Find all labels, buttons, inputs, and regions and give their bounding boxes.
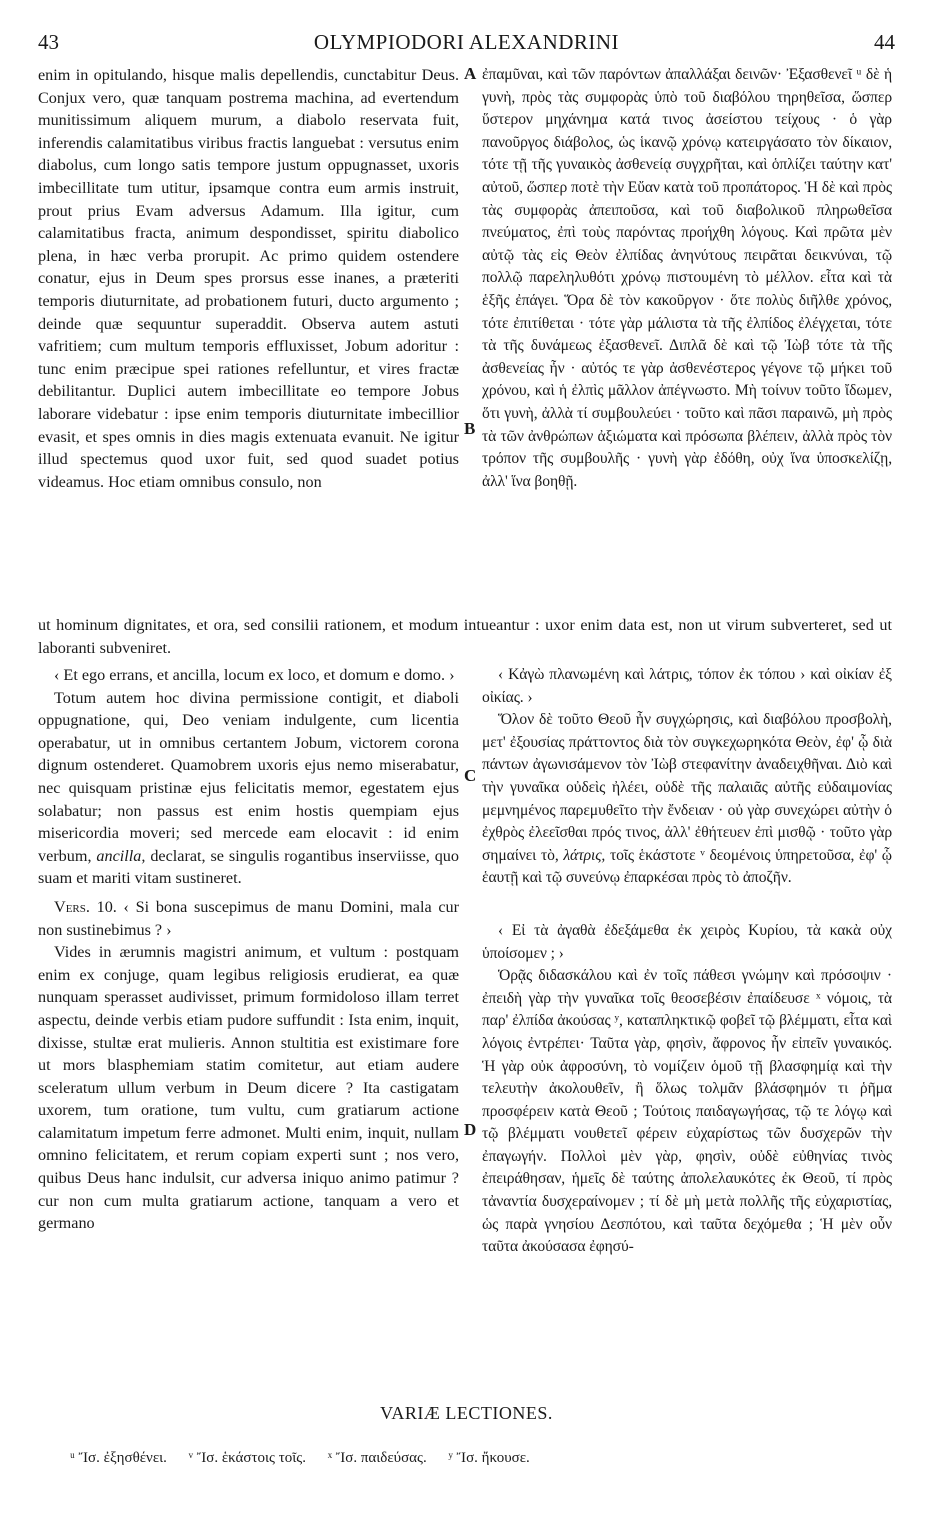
greek-italic-word: λάτρις, — [563, 846, 606, 864]
latin-verse — [38, 896, 459, 941]
full-width-text: ut hominum dignitates, et ora, sed consilii rationem, et modum intueantur : uxor enim data est, non ut virum subverteret, sed ut laboranti subveniret. — [38, 616, 892, 657]
variae-lectiones-list — [70, 1450, 870, 1467]
greek-paragraph-1: ἐπαμῦναι, καὶ τῶν παρόντων ἀπαλλάξαι δεινῶν· Ἐξασθενεῖ ᵘ δὲ ἡ γυνὴ, πρὸς τὰς συμφορὰς ὑπὸ τοῦ διαβόλου τηρηθεῖσα, ὥσπερ ὕστερον μηχάνημα κατά τινος ἀσείστου τείχους · ὁ γὰρ πανοῦργος διάβολος, ὡς ἱκανῷ χρόνῳ κατειργάσατο τὸν δίκαιον, τότε τῇ τῆς γυναικὸς ἀσθενείᾳ συγχρῆται, καὶ ὁπλίζει ταύτην κατ' αὐτοῦ, ὥσπερ ποτὲ τὴν Εὔαν κατὰ τοῦ προπάτορος. Ἡ δὲ καὶ πρὸς τὰς συμφορὰς ἀπειποῦσα, καὶ τοῦ διαβολικοῦ πληρωθεῖσα πνεύματος, ἐπὶ τοὺς παρόντας προήχθη λόγους. Καὶ πρῶτα μὲν αὐτῷ τὰς εἰς Θεὸν ἐλπίδας ἀνηνύτους πειρᾶται δεικνύναι, τῷ πολλῷ παρεληλυθότι χρόνῳ πιστουμένη τὸ μέλλον. εἶτα καὶ τὰ ἑξῆς ἐπάγει. Ὅρα δὲ τὸν κακοῦργον · ὅτε πολὺς διῆλθε χρόνος, τότε ἐπιτίθεται · τότε γὰρ μάλιστα τὰ τῆς ἐλπίδος ἐλέγχεται, τότε τὰ τῆς δυνάμεως ἐξασθενεῖ. Διπλᾶ δὲ καὶ τῷ Ἰὼβ τότε τὰ τῆς ἀσθενείας ἦν · αὐτός τε γὰρ ἀσθενέστερος γέγονε τῷ μήκει τοῦ χρόνου, καὶ ἡ ἐλπὶς μᾶλλον ἀπέγνωστο. Μὴ τοίνυν τοῦτο ἴδωμεν, ὅτι γυνὴ, ἀλλὰ τί συμβουλεύει · τοῦτο καὶ πᾶσι παραινῶ, μὴ πρὸς τὰ τῶν ἀνθρώπων ἀξιώματα καὶ πρόσωπα βλέπειν, ἀλλὰ πρὸς τὸν τρόπον τῆς συμβουλῆς · γυνὴ γὰρ ἐδόθη, οὐχ ἵνα ὑποσκελίζῃ, ἀλλ' ἵνα βοηθῇ. — [482, 66, 892, 490]
margin-letter-a: A — [464, 64, 477, 83]
greek-paragraph-2 — [482, 709, 892, 890]
page-number-left: 43 — [38, 30, 59, 54]
running-header — [38, 30, 895, 60]
running-title: OLYMPIODORI ALEXANDRINI — [313, 30, 620, 54]
variant-reading: ᵘ Ἴσ. ἐξησθένει. — [70, 1450, 167, 1466]
verse-label: Vers. 10. — [54, 897, 117, 916]
greek-column-bottom — [482, 664, 892, 1259]
latin-column-bottom — [38, 664, 459, 1235]
variae-lectiones-title: VARIÆ LECTIONES. — [380, 1403, 553, 1423]
greek-column-top — [482, 64, 892, 493]
latin-column-top — [38, 64, 459, 493]
latin-paragraph-1: enim in opitulando, hisque malis depellendis, cunctabitur Deus. Conjux vero, quæ tanquam postrema machina, ad evertendum munitissimum aliquem murum, a diabolo reservata fuit, inferendis calamitatibus viribus fractis languebat : versutus enim diabolus, cum longo satis tempore justum oppugnasset, uxoris imbecillitate tum utitur, ipsamque contra eum armis instruit, prout prius Evam adversus Adamum. Illa igitur, cum calamitatibus fracta, animum despondisset, spiritu diabolico plena, in hæc verba prorupit. Ac primo quidem ostendere conatur, ejus in Deum spes prorsus esse inanes, a præteriti temporis diuturnitate, ad probationem futuri, ducto argumento ; deinde quæ sequuntur superaddit. Observa autem astuti vafritiem; cum multum temporis effluxisset, Jobum adoritur : tunc enim præcipue spei rationes refelluntur, et vires fractæ debilitantur. Duplici autem imbecillitate eo tempore Jobus laborare videbatur : ipse enim temporis diuturnitate imbecillior evasit, et spes omnis in dies magis extenuata evanuit. Ne igitur illud spectemus quod uxor fuit, sed quod suadet potius videamus. Hoc etiam omnibus consulo, non — [38, 66, 459, 491]
greek-paragraph-2-text: Ὅλον δὲ τοῦτο Θεοῦ ἦν συγχώρησις, καὶ διαβόλου προσβολὴ, μετ' ἐξουσίας πράττοντος διὰ τὸν συγκεχωρηκότα Θεὸν, ἐφ' ᾧ διὰ πάντων ἀγωνισάμενον τὸν Ἰὼβ στεφανίτην ἀναδειχθῆναι. Διὸ καὶ τὴν γυναῖκα οὐδεὶς ἠλέει, οὐδὲ τῆς παλαιᾶς αὐτῆς εὐδαιμονίας μεμνημένος παρεμυθεῖτο τὴν ἔνδειαν · οὐ γὰρ συνεχώρει αὐτὴν ὁ ἐχθρὸς ἐλεεῖσθαι πρός τινος, ἀλλ' ἐθήτευεν ἐπὶ μισθῷ · τοῦτο γὰρ σημαίνει τὸ, — [482, 711, 892, 864]
latin-paragraph-2-end: declarat, se singulis rogantibus inserviisse, quo suam et mariti vitam sustineret. — [38, 846, 459, 888]
latin-paragraph-2-text: Totum autem hoc divina permissione contigit, et diaboli oppugnatione, qui, Deo veniam indulgente, cum licentia operabatur, ut in omnibus certantem Jobum, victorem corona dignum ostenderet. Quamobrem uxoris ejus nemo miserabatur, nec quisquam pristinæ ejus felicitatis memor, egestatem ejus solabatur; non passus est enim hostis quempiam ejus misericordia moveri; sed mercede eam elocavit : id enim verbum, — [38, 688, 459, 865]
latin-quote: ‹ Et ego errans, et ancilla, locum ex loco, et domum e domo. › — [54, 666, 455, 684]
greek-paragraph-2-end: τοῖς ἑκάστοτε ᵛ δεομένοις ὑπηρετοῦσα, ἐφ' ᾧ ἑαυτῇ καὶ τῷ συνεύνῳ ἐπαρκέσαι πρὸς τὸ ἀποζῆν. — [482, 846, 892, 887]
latin-italic-word: ancilla, — [96, 846, 146, 865]
margin-letter-d: D — [464, 1120, 477, 1139]
greek-quote: ‹ Κἀγὼ πλανωμένη καὶ λάτρις, τόπον ἐκ τόπου › καὶ οἰκίαν ἐξ οἰκίας. › — [482, 666, 892, 706]
margin-letter-b: B — [464, 419, 476, 438]
greek-paragraph-3: Ὁρᾷς διδασκάλου καὶ ἐν τοῖς πάθεσι γνώμην καὶ πρόσοψιν · ἐπειδὴ γὰρ τὴν γυναῖκα τοῖς θεοσεβέσιν ἐπαίδευσε ˣ νόμοις, τὰ παρ' ἐλπίδα ἀκούσας ʸ, καταπληκτικῷ φοβεῖ τῷ βλέμματι, εἶτα καὶ λόγοις ἐντρέπει· Ταῦτα γὰρ, φησὶν, ἄφρονος ἦν εἰπεῖν γυναικός. Ἡ γὰρ οὐκ ἀφροσύνη, τὸ νομίζειν ὁμοῦ τῇ βλασφημίᾳ καὶ τὴν τελευτὴν ἀκολουθεῖν, ἢ ὅλως τολμᾶν βλάσφημόν τι ῥῆμα προσφέρειν κατὰ Θεοῦ ; Τούτοις παιδαγωγήσας, τῷ τε λόγῳ καὶ τῷ βλέμματι νουθετεῖ φέρειν εὐχαρίστως τῶν δυσχερῶν τὴν ἐπαγωγήν. Πολλοὶ μὲν γὰρ, φησὶν, οὐδὲ εὐθηνίας τινὸς ἐπειράθησαν, ἡμεῖς δὲ ταύτης ἀπολελαυκότες ἐκ Θεοῦ, τί πρὸς τἀναντία δυσχεραίνομεν ; τί δὲ μὴ μετὰ πολλῆς τῆς εὐχαριστίας, ὡς παρὰ γνησίου Δεσπότου, καὶ ταῦτα δεχόμεθα ; Ἡ μὲν οὖν ταῦτα ἀκούσασα ἐφησύ- — [482, 967, 892, 1256]
latin-paragraph-3: Vides in ærumnis magistri animum, et vultum : postquam enim ex conjuge, quam legibus religiosis erudierat, ea quæ nunquam sperasset audivisset, primum formidoloso illam terret aspectu, deinde verbis etiam pudore suffundit : Ista enim, inquit, dixisse, stultæ erat mulieris. Annon stultitia est existimare fore ut mors blasphemiam statim comitetur, aut etiam audere sceleratum ullum verbum in Deum dicere ? Ita castigatam uxorem, tum oratione, tum vultu, cum gratiarum actione calamitatum impetum ferre admonet. Multi enim, inquit, nullam omnino felicitatem, et rerum copiam experti sunt ; nos vero, quibus Deus hanc indulsit, cur adversa iniquo animo patimur ? cur non cum multa gratiarum actione, tanquam a vero et germano — [38, 943, 459, 1233]
variant-reading: ˣ Ἴσ. παιδεύσας. — [327, 1450, 427, 1466]
latin-paragraph-2 — [38, 687, 459, 890]
margin-letter-c: C — [464, 766, 477, 785]
greek-verse: ‹ Εἰ τὰ ἀγαθὰ ἐδεξάμεθα ἐκ χειρὸς Κυρίου, τὰ κακὰ οὐχ ὑποίσομεν ; › — [482, 921, 892, 962]
variant-reading: ʸ Ἴσ. ἤκουσε. — [448, 1450, 530, 1466]
variant-reading: ᵛ Ἴσ. ἑκάστοις τοῖς. — [188, 1450, 306, 1466]
latin-verse-text: ‹ Si bona suscepimus de manu Domini, mala cur non sustinebimus ? › — [38, 897, 459, 939]
page-number-right: 44 — [874, 30, 895, 54]
